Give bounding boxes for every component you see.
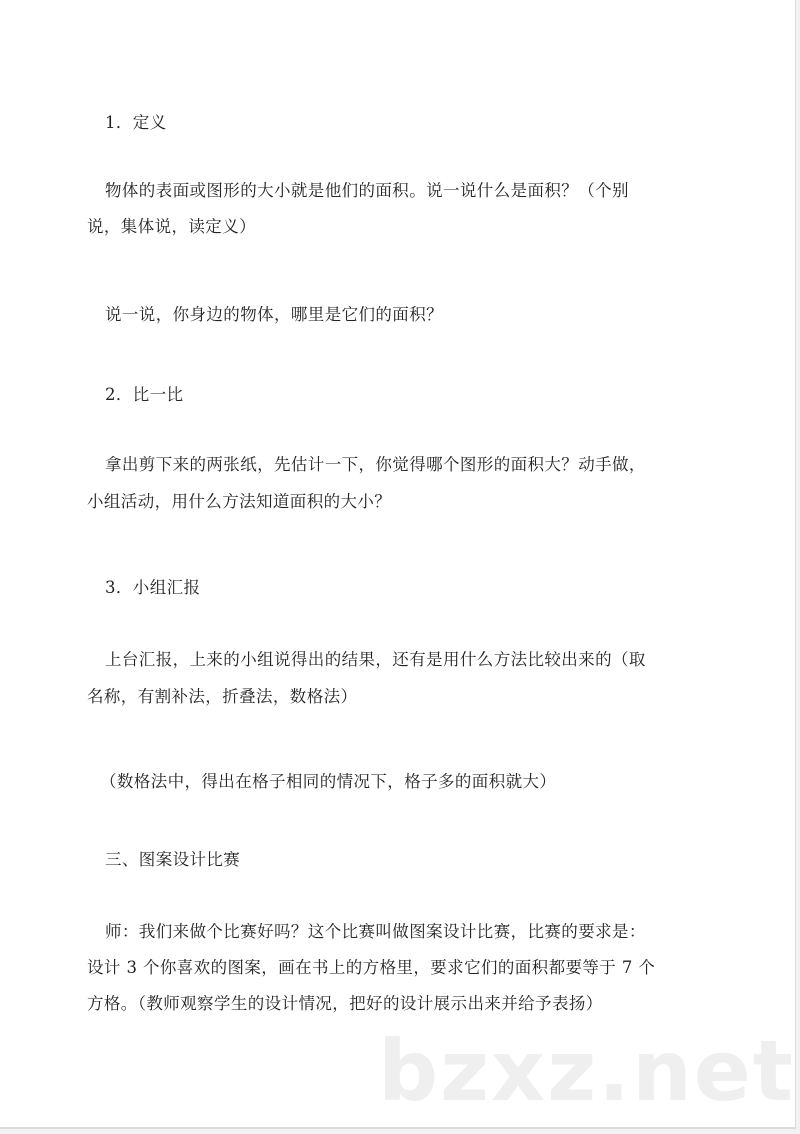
heading-definition: 1．定义	[105, 113, 167, 132]
paragraph-line: （数格法中，得出在格子相同的情况下，格子多的面积就大）	[100, 772, 557, 791]
paragraph-line: 物体的表面或图形的大小就是他们的面积。说一说什么是面积？（个别	[105, 181, 629, 200]
watermark: bzxz.net	[378, 1022, 795, 1120]
paragraph-line: 拿出剪下来的两张纸，先估计一下，你觉得哪个图形的面积大？动手做，	[105, 455, 646, 474]
paragraph-line: 上台汇报，上来的小组说得出的结果，还有是用什么方法比较出来的（取	[105, 650, 646, 669]
paragraph-line: 说一说，你身边的物体，哪里是它们的面积？	[105, 305, 443, 324]
paragraph-line: 名称，有割补法，折叠法，数格法）	[87, 687, 358, 706]
paragraph-line: 方格。（教师观察学生的设计情况，把好的设计展示出来并给予表扬）	[87, 994, 603, 1013]
paragraph-line: 设计 3 个你喜欢的图案，画在书上的方格里，要求它们的面积都要等于 7 个	[87, 958, 656, 977]
paragraph-line: 说，集体说，读定义）	[87, 217, 256, 236]
paragraph-line: 师：我们来做个比赛好吗？这个比赛叫做图案设计比赛，比赛的要求是：	[105, 922, 646, 941]
heading-compare: 2．比一比	[105, 385, 184, 404]
paragraph-line: 小组活动，用什么方法知道面积的大小？	[87, 492, 392, 511]
heading-pattern-contest: 三、图案设计比赛	[105, 850, 241, 869]
heading-group-report: 3．小组汇报	[105, 578, 201, 597]
